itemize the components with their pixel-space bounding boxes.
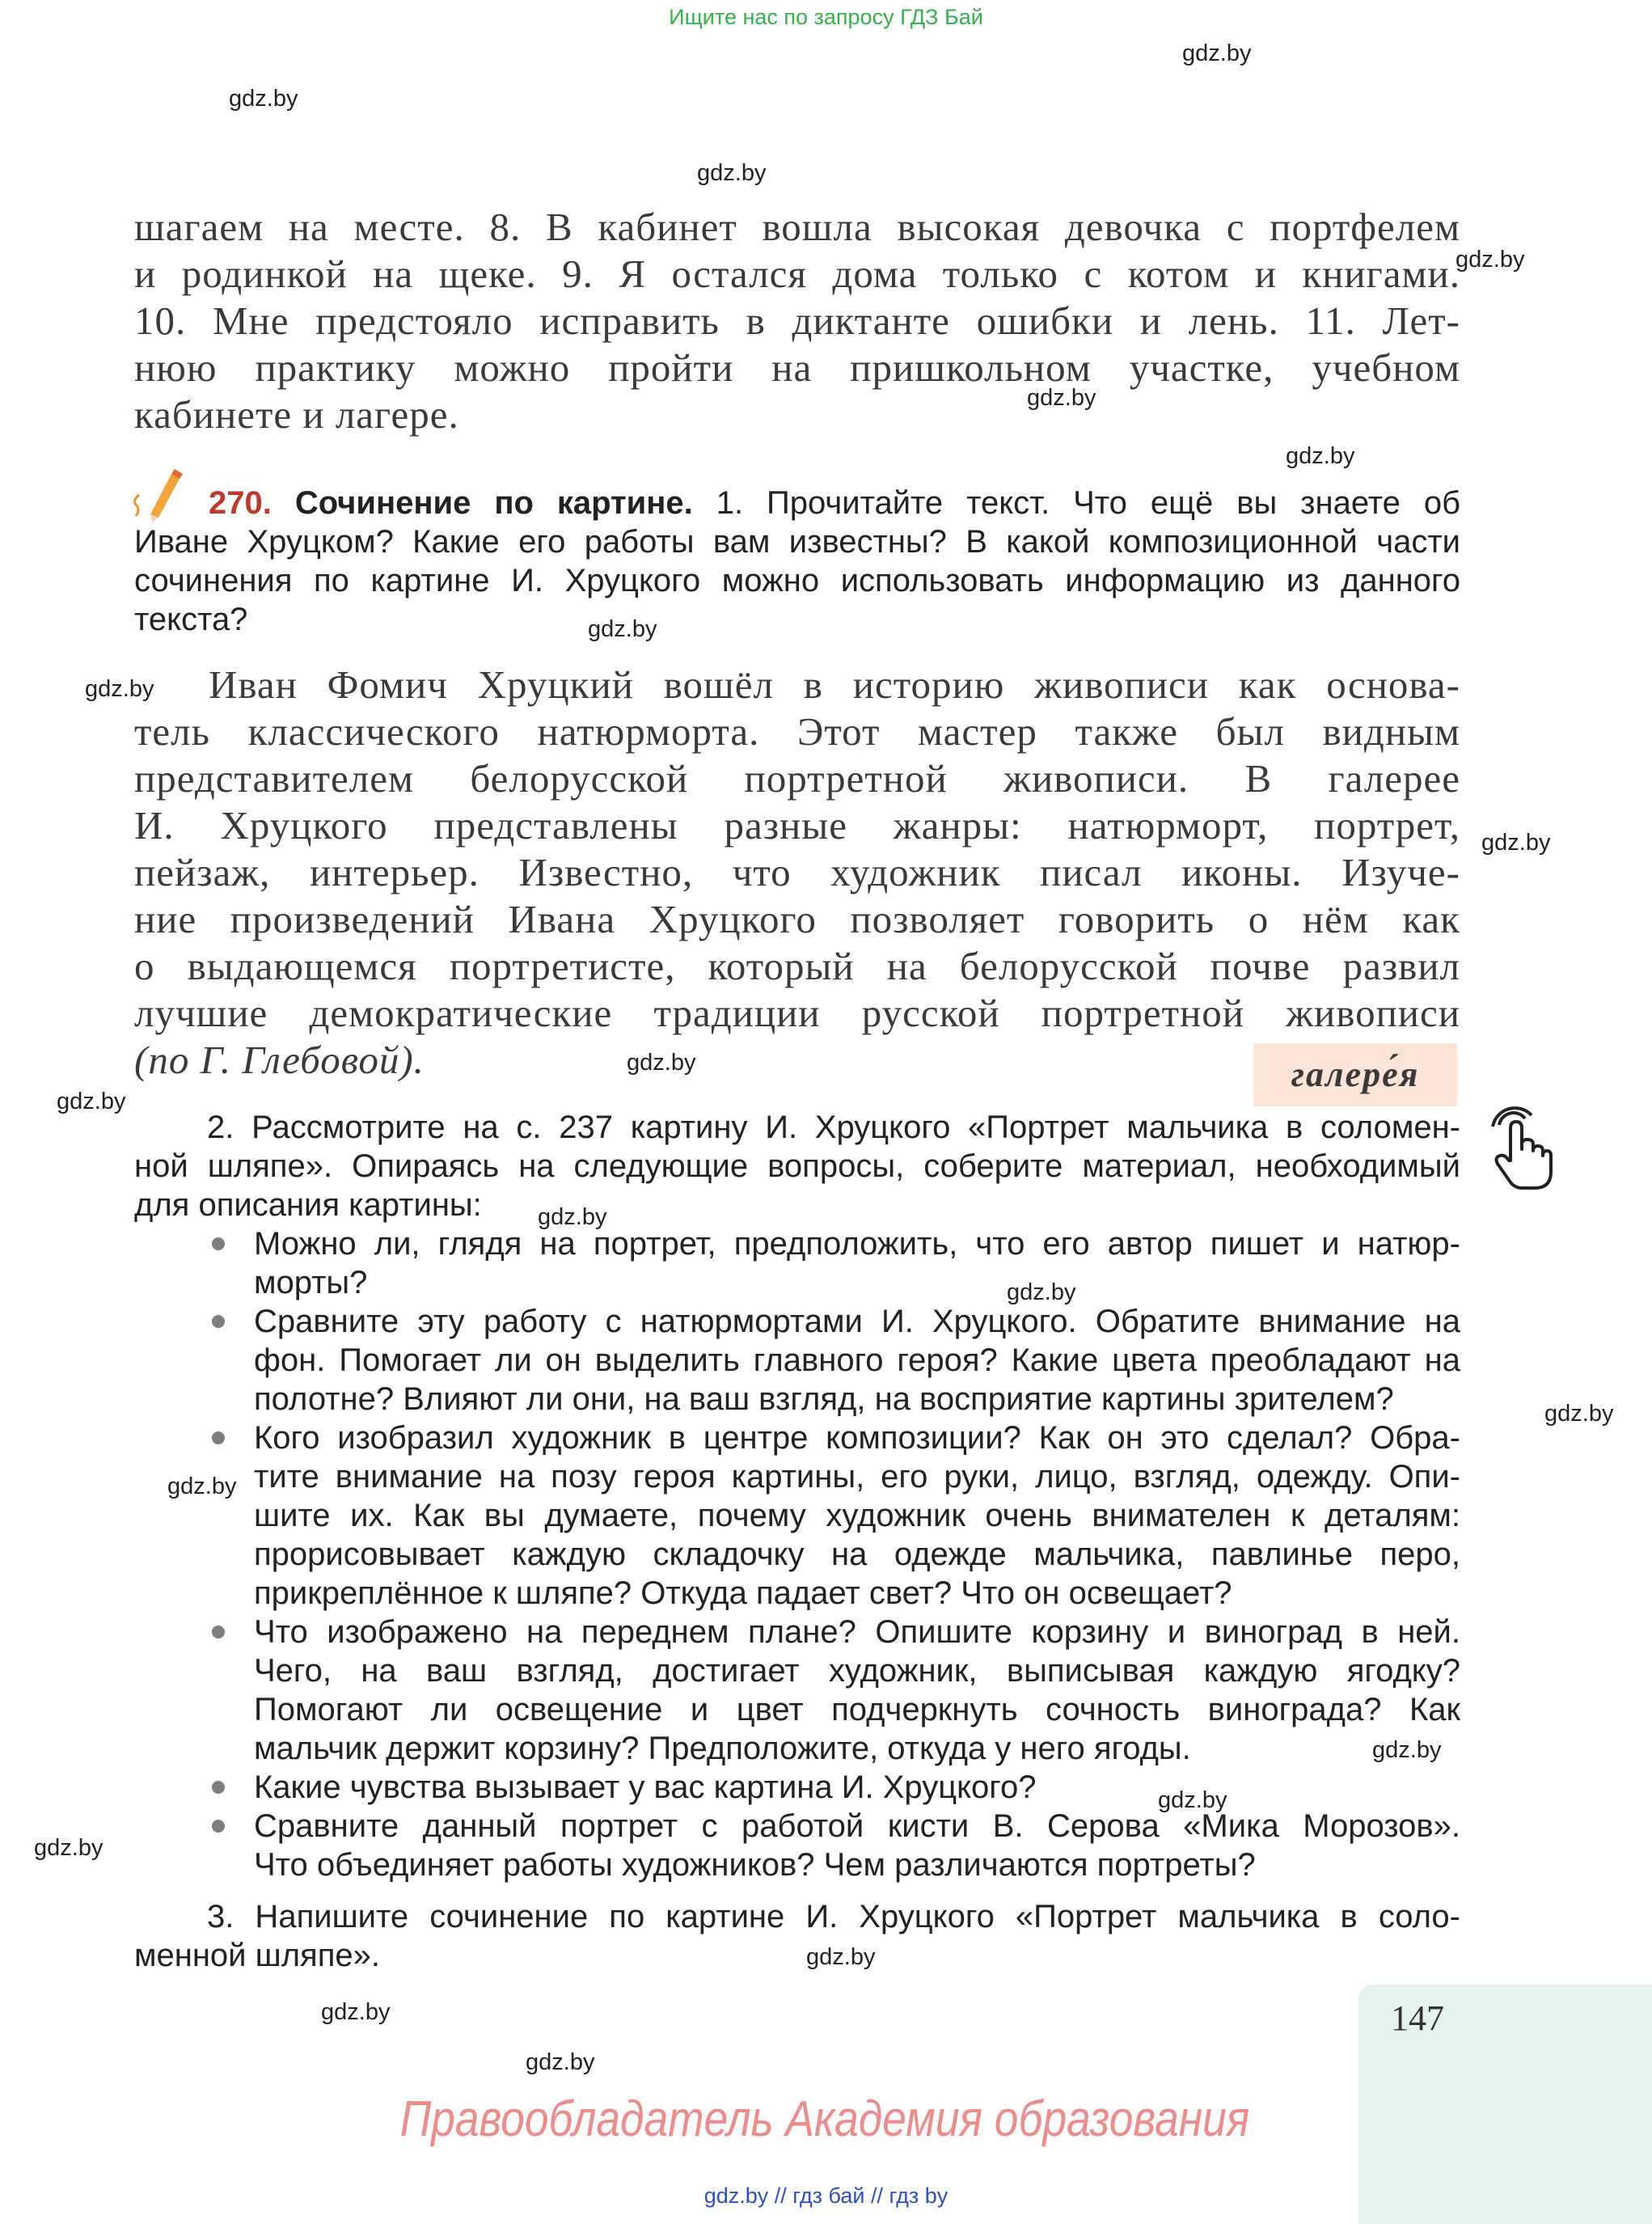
watermark: gdz.by — [1286, 443, 1355, 469]
watermark: gdz.by — [229, 86, 298, 112]
watermark: gdz.by — [167, 1474, 237, 1499]
text-source: (по Г. Глебовой). — [134, 1038, 425, 1082]
bullet — [212, 1315, 225, 1328]
text-line: И. Хруцкого представлены разные жанры: натюрморт, портрет, — [134, 803, 1460, 848]
task-text: 1. Прочитайте текст. Что ещё вы знаете об — [716, 485, 1461, 521]
watermark: gdz.by — [627, 1050, 696, 1076]
task-line: 3. Напишите сочинение по картине И. Хруцкого «Портрет мальчика в соло- — [207, 1899, 1460, 1934]
bullet — [212, 1820, 225, 1833]
copyright-notice: Правообладатель Академия образования — [399, 2091, 1250, 2147]
bullet — [212, 1237, 225, 1250]
task-line: 2. Рассмотрите на с. 237 картину И. Хруцкого «Портрет мальчика в соломен- — [207, 1110, 1460, 1145]
task-line: сочинения по картине И. Хруцкого можно использовать информацию из данного — [134, 563, 1460, 598]
list-item: Сравните эту работу с натюрмортами И. Хруцкого. Обратите внимание на фон. Помогает ли он выделить главного героя? Какие цвета преобладают на полотне? Влияют ли они, на ваш взгляд, на восприятие картины зрителем? — [254, 1302, 1460, 1419]
watermark: gdz.by — [321, 1999, 391, 2025]
watermark: gdz.by — [85, 676, 154, 702]
search-banner[interactable]: Ищите нас по запросу ГДЗ Бай — [669, 5, 983, 29]
list-item: Что изображено на переднем плане? Опишите корзину и виноград в ней. Чего, на ваш взгляд, достигает художник, выписывая каждую ягодку? Помогают ли освещение и цвет подчеркнуть сочность винограда? Как мальчик держит корзину? Предположите, откуда у него ягоды. — [254, 1613, 1460, 1768]
list-item: Можно ли, глядя на портрет, предположить, что его автор пишет и натюр- морты? — [254, 1224, 1460, 1302]
previous-exercise-text — [134, 204, 1460, 438]
watermark: gdz.by — [1456, 247, 1525, 273]
watermark: gdz.by — [526, 2049, 595, 2075]
task-line: Иване Хруцком? Какие его работы вам известны? В какой композиционной части — [134, 524, 1460, 560]
list-item: Кого изобразил художник в центре композиции? Как он это сделал? Обра- тите внимание на позу героя картины, его руки, лицо, взгляд, одежду. Опи- шите их. Как вы думаете, почему художник очень внимателен к деталям: прорисовывает каждую складочку на одежде мальчика, павлинье перо, прикреплённое к шляпе? Откуда падает свет? Что он освещает? — [254, 1419, 1460, 1613]
text-line: шагаем на месте. 8. В кабинет вошла высокая девочка с портфелем — [134, 205, 1460, 249]
bullet — [212, 1781, 225, 1794]
reading-text — [134, 662, 1460, 1084]
watermark: gdz.by — [806, 1944, 876, 1970]
task-line: менной шляпе». — [134, 1938, 380, 1973]
watermark: gdz.by — [1158, 1787, 1227, 1813]
watermark: gdz.by — [57, 1089, 126, 1114]
watermark: gdz.by — [538, 1204, 607, 1230]
text-line: представителем белорусской портретной живописи. В галерее — [134, 756, 1460, 801]
watermark: gdz.by — [697, 160, 767, 186]
text-line: пейзаж, интерьер. Известно, что художник писал иконы. Изуче- — [134, 850, 1460, 894]
task-line: текста? — [134, 602, 248, 637]
page-number: 147 — [1391, 1998, 1444, 2038]
watermark: gdz.by — [1372, 1737, 1442, 1763]
exercise-title: Сочинение по картине. — [294, 485, 693, 521]
watermark: gdz.by — [1007, 1279, 1076, 1305]
text-line: и родинкой на щеке. 9. Я остался дома только с котом и книгами. — [134, 252, 1460, 296]
watermark: gdz.by — [1481, 830, 1551, 856]
text-line: ние произведений Ивана Хруцкого позволяет говорить о нём как — [134, 897, 1460, 941]
watermark: gdz.by — [588, 616, 657, 642]
watermark: gdz.by — [1544, 1401, 1614, 1427]
exercise-270-task-1 — [134, 484, 1460, 639]
exercise-270-task-3 — [134, 1897, 1460, 1975]
question-list — [254, 1224, 1460, 1884]
text-line: о выдающемся портретисте, который на белорусской почве развил — [134, 944, 1460, 988]
text-line: тель классического натюрморта. Этот мастер также был видным — [134, 709, 1460, 754]
exercise-270-task-2 — [134, 1108, 1460, 1224]
touch-hand-icon[interactable] — [1488, 1104, 1553, 1193]
task-line: ной шляпе». Опираясь на следующие вопросы, соберите материал, необходимый — [134, 1148, 1460, 1184]
list-item: Сравните данный портрет с работой кисти В. Серова «Мика Морозов». Что объединяет работы художников? Чем различаются портреты? — [254, 1807, 1460, 1884]
bullet — [212, 1626, 225, 1638]
bullet — [212, 1431, 225, 1444]
task-line: для описания картины: — [134, 1187, 482, 1223]
list-item: Какие чувства вызывает у вас картина И. Хруцкого? — [254, 1768, 1460, 1807]
text-line: кабинете и лагере. — [134, 392, 459, 437]
watermark: gdz.by — [1182, 40, 1252, 66]
footer-links[interactable]: gdz.by // гдз бай // гдз by — [703, 2184, 949, 2208]
text-line: Иван Фомич Хруцкий вошёл в историю живописи как основа- — [209, 662, 1460, 707]
text-line: 10. Мне предстояло исправить в диктанте ошибки и лень. 11. Лет- — [134, 298, 1460, 343]
vocabulary-word-tag: галере́я — [1253, 1043, 1457, 1106]
watermark: gdz.by — [34, 1835, 104, 1861]
exercise-number: 270. — [209, 485, 272, 521]
text-line: лучшие демократические традиции русской портретной живописи — [134, 991, 1460, 1035]
text-line: нюю практику можно пройти на пришкольном участке, учебном — [134, 345, 1460, 390]
watermark: gdz.by — [1027, 385, 1096, 411]
